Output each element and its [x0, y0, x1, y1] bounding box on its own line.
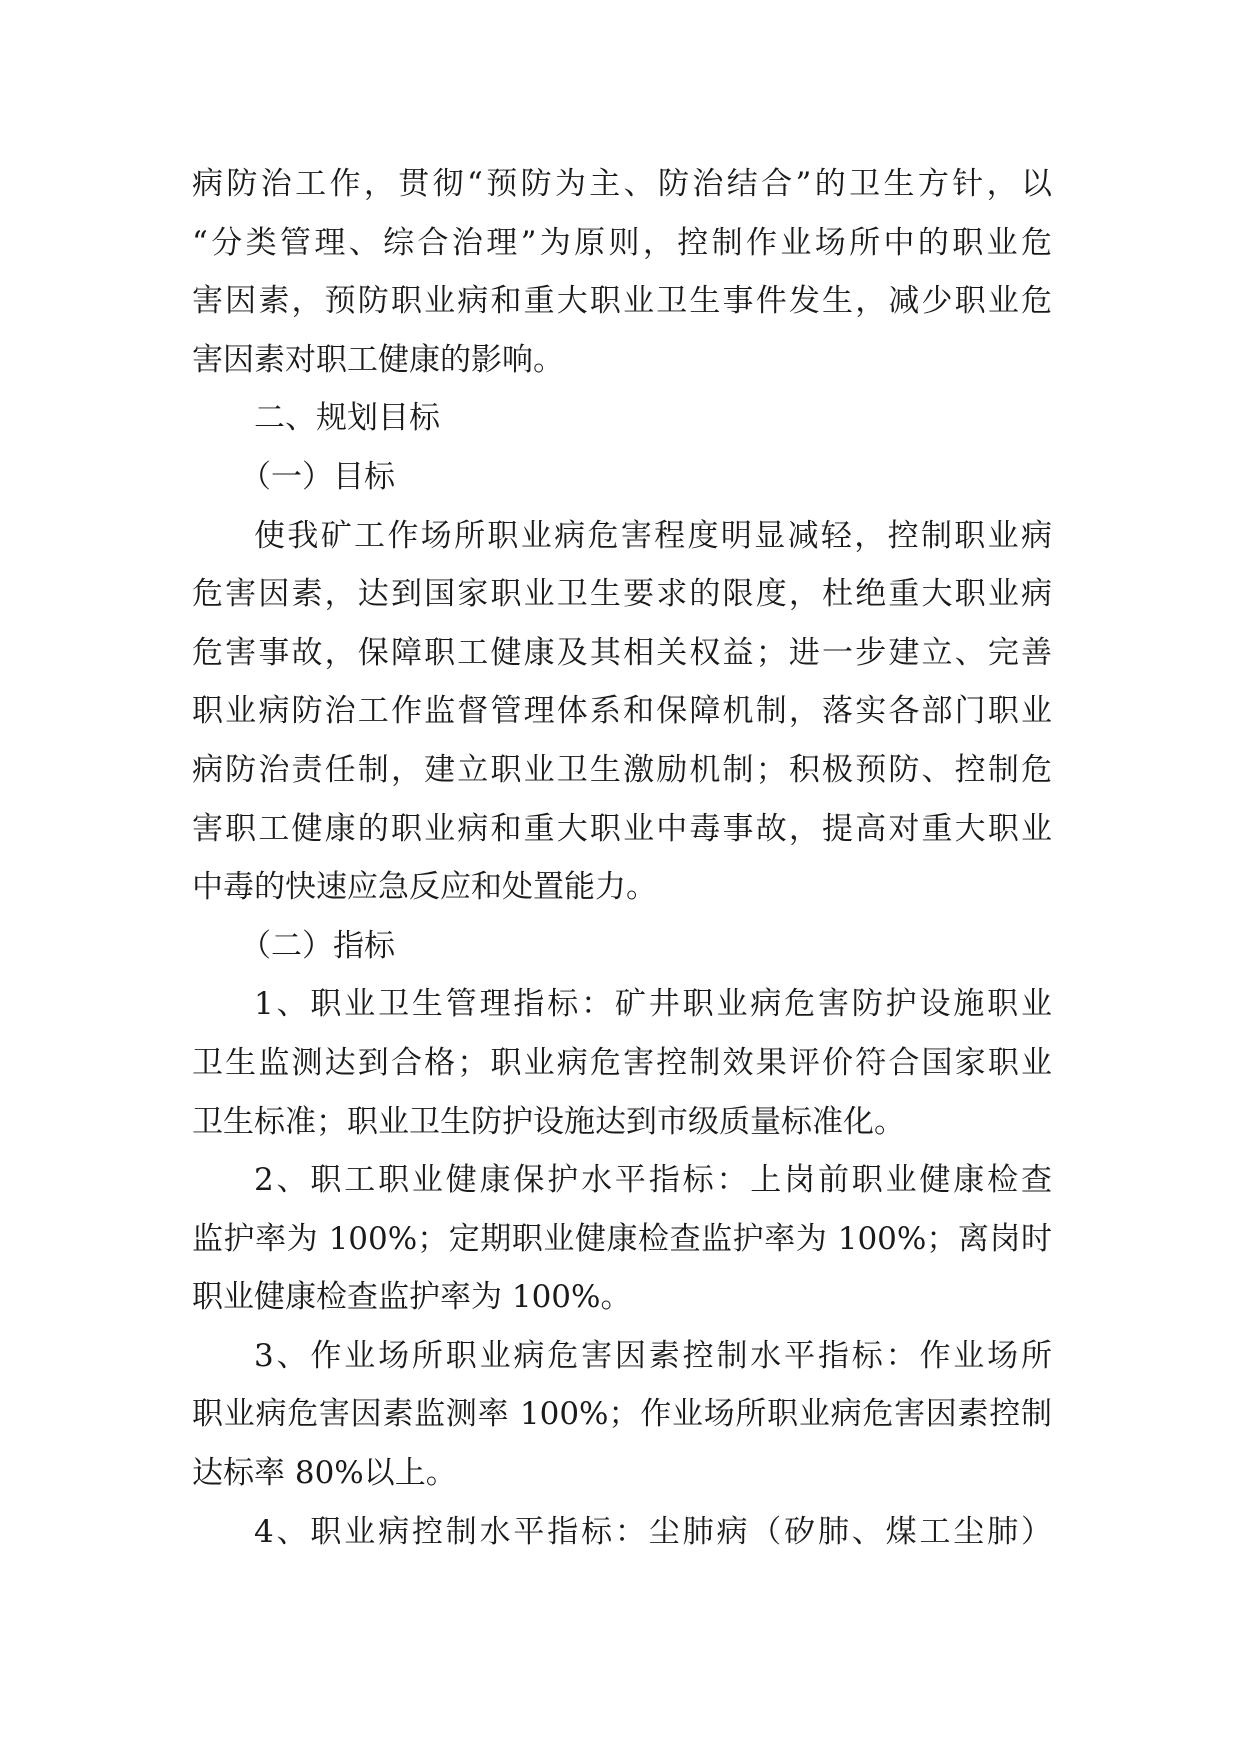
paragraph-line: 危害因素，达到国家职业卫生要求的限度，杜绝重大职业病 [192, 576, 1052, 613]
paragraph-line: 卫生标准；职业卫生防护设施达到市级质量标准化。 [192, 1103, 905, 1140]
paragraph-line: 职业健康检查监护率为 100%。 [192, 1279, 632, 1316]
paragraph-line: 害因素，预防职业病和重大职业卫生事件发生，减少职业危 [192, 283, 1052, 320]
paragraph-line: “分类管理、综合治理”为原则，控制作业场所中的职业危 [192, 224, 1052, 261]
section-heading: 二、规划目标 [254, 400, 440, 437]
paragraph-line: 职业病危害因素监测率 100%；作业场所职业病危害因素控制 [192, 1396, 1052, 1433]
paragraph-line: 监护率为 100%；定期职业健康检查监护率为 100%；离岗时 [192, 1220, 1052, 1257]
paragraph-line: 中毒的快速应急反应和处置能力。 [192, 869, 657, 906]
paragraph-line: 职业病防治工作监督管理体系和保障机制，落实各部门职业 [192, 693, 1052, 730]
paragraph-line: 2、职工职业健康保护水平指标：上岗前职业健康检查 [254, 1162, 1052, 1199]
paragraph-line: 害因素对职工健康的影响。 [192, 341, 564, 378]
subsection-heading: （一）目标 [240, 458, 395, 495]
paragraph-line: 3、作业场所职业病危害因素控制水平指标：作业场所 [254, 1337, 1052, 1374]
document-page [192, 155, 1052, 1561]
paragraph-line: 害职工健康的职业病和重大职业中毒事故，提高对重大职业 [192, 810, 1052, 847]
subsection-heading: （二）指标 [240, 927, 395, 964]
paragraph-line: 卫生监测达到合格；职业病危害控制效果评价符合国家职业 [192, 1044, 1052, 1081]
paragraph-line: 病防治责任制，建立职业卫生激励机制；积极预防、控制危 [192, 751, 1052, 788]
paragraph-line: 病防治工作，贯彻“预防为主、防治结合”的卫生方针，以 [192, 166, 1052, 202]
paragraph-line: 使我矿工作场所职业病危害程度明显减轻，控制职业病 [254, 517, 1052, 554]
paragraph-line: 危害事故，保障职工健康及其相关权益；进一步建立、完善 [192, 634, 1052, 671]
paragraph-line: 达标率 80%以上。 [192, 1455, 457, 1492]
paragraph-line: 1、职业卫生管理指标：矿井职业病危害防护设施职业 [254, 986, 1052, 1023]
paragraph-line: 4、职业病控制水平指标：尘肺病（矽肺、煤工尘肺） [254, 1513, 1052, 1550]
